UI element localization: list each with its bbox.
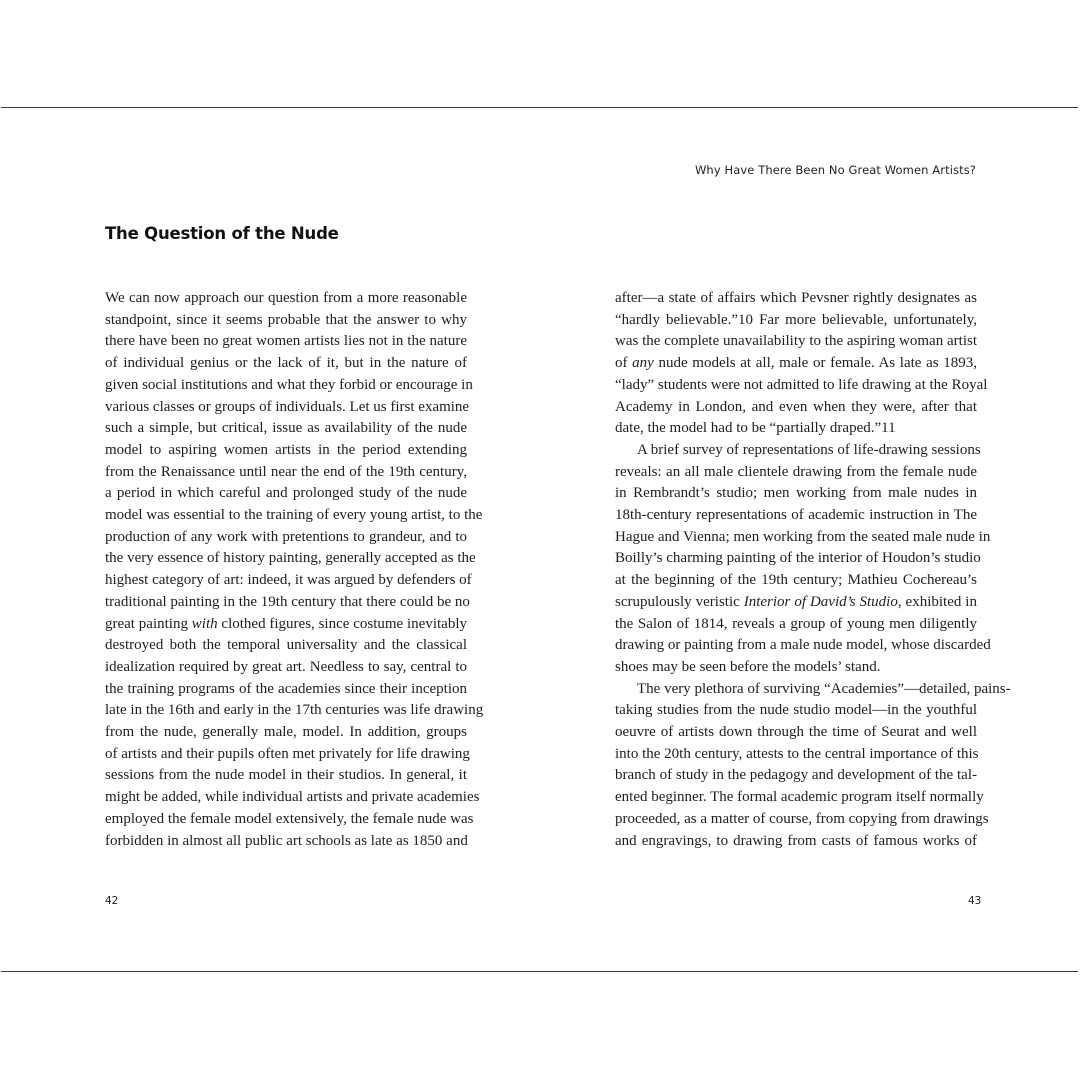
page-number: 42 (105, 895, 119, 907)
text-line: date, the model had to be “partially draped.”11 (615, 420, 896, 437)
text-line: reveals: an all male clientele drawing from the female nude (615, 463, 977, 480)
text-line: the Salon of 1814, reveals a group of young men diligently (615, 615, 977, 632)
text-line: forbidden in almost all public art schools as late as 1850 and (105, 832, 468, 849)
emphasis-text: Interior of David’s Studio (743, 593, 898, 610)
text-line: into the 20th century, attests to the central importance of this (615, 745, 979, 762)
text-line: a period in which careful and prolonged study of the nude (105, 485, 467, 502)
text-run: clothed figures, since costume inevitably (217, 615, 467, 632)
text-line: model was essential to the training of every young artist, to the (105, 507, 483, 524)
text-line: The very plethora of surviving “Academies”—detailed, pains- (637, 680, 1011, 697)
book-spread (1, 107, 1078, 972)
text-line: 18th-century representations of academic instruction in The (615, 507, 977, 524)
text-line: Boilly’s charming painting of the interior of Houdon’s studio (615, 550, 981, 567)
text-line: production of any work with pretentions to grandeur, and to (105, 528, 467, 545)
text-line: at the beginning of the 19th century; Mathieu Cochereau’s (615, 572, 977, 589)
text-line: was the complete unavailability to the aspiring woman artist (615, 333, 977, 350)
text-line: the very essence of history painting, generally accepted as the (105, 550, 476, 567)
text-line: drawing or painting from a male nude model, whose discarded (615, 637, 991, 654)
text-line: Hague and Vienna; men working from the seated male nude in (615, 528, 991, 545)
text-line: highest category of art: indeed, it was argued by defenders of (105, 572, 472, 589)
text-line: destroyed both the temporal universality and the classical (105, 637, 467, 654)
page-number: 43 (968, 895, 982, 907)
text-line: standpoint, since it seems probable that the answer to why (105, 311, 467, 328)
text-line: might be added, while individual artists and private academies (105, 789, 480, 806)
text-run: , exhibited in (897, 593, 977, 610)
emphasis-text: with (191, 615, 218, 632)
text-line: We can now approach our question from a more reasonable (105, 290, 467, 306)
text-line: of individual genius or the lack of it, but in the nature of (105, 355, 467, 372)
text-line: of artists and their pupils often met privately for life drawing (105, 745, 470, 762)
text-line: there have been no great women artists lies not in the nature (105, 333, 467, 350)
text-line (615, 353, 977, 375)
text-run: of (615, 355, 633, 372)
text-run: nude models at all, male or female. As late as 1893, (653, 355, 977, 372)
running-head: Why Have There Been No Great Women Artists? (694, 163, 976, 177)
text-line: Academy in London, and even when they were, after that (615, 398, 977, 415)
text-line: “lady” students were not admitted to life drawing at the Royal (615, 376, 988, 393)
text-line: idealization required by great art. Needless to say, central to (105, 658, 467, 675)
text-line: “hardly believable.”10 Far more believable, unfortunately, (615, 311, 977, 328)
text-line: model to aspiring women artists in the period extending (105, 441, 467, 458)
text-line: proceeded, as a matter of course, from copying from drawings (615, 810, 989, 827)
text-line: from the nude, generally male, model. In addition, groups (105, 724, 467, 741)
text-line: sessions from the nude model in their studios. In general, it (105, 767, 467, 784)
emphasis-text: any (632, 355, 654, 372)
text-line: shoes may be seen before the models’ stand. (615, 658, 881, 675)
text-line: various classes or groups of individuals. Let us first examine (105, 398, 470, 415)
text-line: ented beginner. The formal academic program itself normally (615, 789, 984, 806)
text-line: such a simple, but critical, issue as availability of the nude (105, 420, 467, 437)
text-line: from the Renaissance until near the end of the 19th century, (105, 463, 467, 480)
text-line: the training programs of the academies since their inception (105, 680, 467, 697)
right-page (541, 108, 1078, 971)
text-line (615, 592, 977, 614)
text-line: employed the female model extensively, the female nude was (105, 810, 474, 827)
right-page-body (615, 288, 1011, 852)
text-line: A brief survey of representations of life-drawing sessions (637, 441, 981, 458)
text-line: after—a state of affairs which Pevsner rightly designates as (615, 290, 977, 306)
left-page (1, 108, 541, 971)
chapter-title: The Question of the Nude (105, 224, 339, 243)
text-line: traditional painting in the 19th century that there could be no (105, 593, 470, 610)
text-line: late in the 16th and early in the 17th centuries was life drawing (105, 702, 484, 719)
text-line: taking studies from the nude studio model—in the youthful (615, 702, 977, 719)
text-run: scrupulously veristic (615, 593, 744, 610)
text-line: and engravings, to drawing from casts of famous works of (615, 832, 977, 849)
text-line: oeuvre of artists down through the time of Seurat and well (615, 724, 977, 741)
text-run: great painting (105, 615, 192, 632)
left-page-body (105, 288, 484, 852)
text-line (105, 614, 467, 636)
text-line: branch of study in the pedagogy and development of the tal- (615, 767, 977, 784)
text-line: in Rembrandt’s studio; men working from male nudes in (615, 485, 977, 502)
text-line: given social institutions and what they forbid or encourage in (105, 376, 473, 393)
